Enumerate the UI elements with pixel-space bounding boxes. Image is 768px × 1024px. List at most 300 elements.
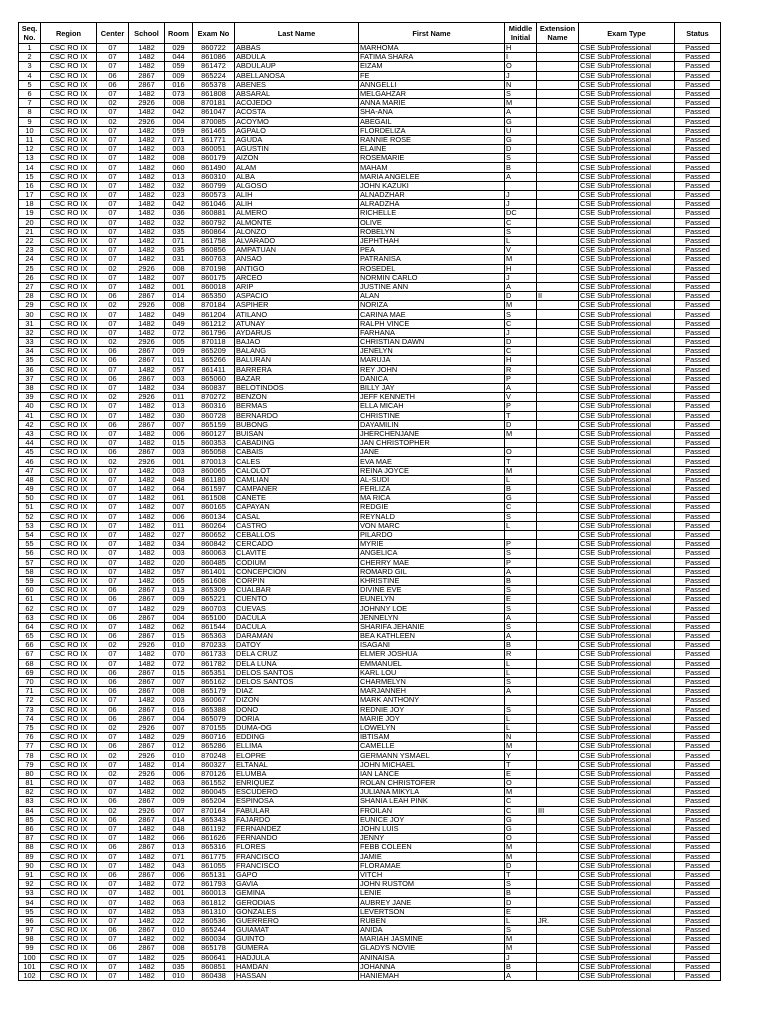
first-name-cell: REY JOHN bbox=[359, 365, 505, 374]
room-cell: 007 bbox=[165, 806, 193, 815]
first-name-cell: NORMIN CARLO bbox=[359, 273, 505, 282]
status-cell: Passed bbox=[675, 393, 721, 402]
first-name-cell: EMMANUEL bbox=[359, 659, 505, 668]
school-cell: 1482 bbox=[129, 530, 165, 539]
room-cell: 027 bbox=[165, 530, 193, 539]
first-name-cell: MARIA ANGELEE bbox=[359, 172, 505, 181]
region-cell: CSC RO IX bbox=[41, 71, 97, 80]
last-name-cell: BALANG bbox=[235, 347, 359, 356]
middle-initial-cell: J bbox=[505, 953, 537, 962]
first-name-cell: ROMARD GIL bbox=[359, 567, 505, 576]
school-cell: 2867 bbox=[129, 292, 165, 301]
region-cell: CSC RO IX bbox=[41, 632, 97, 641]
status-cell: Passed bbox=[675, 117, 721, 126]
last-name-cell: DARAMAN bbox=[235, 632, 359, 641]
last-name-cell: GUIAMAT bbox=[235, 926, 359, 935]
seq-cell: 80 bbox=[19, 769, 41, 778]
extension-name-cell bbox=[537, 218, 579, 227]
room-cell: 013 bbox=[165, 172, 193, 181]
last-name-cell: ALMONTE bbox=[235, 218, 359, 227]
extension-name-cell bbox=[537, 613, 579, 622]
last-name-cell: ASPACIO bbox=[235, 292, 359, 301]
middle-initial-cell: S bbox=[505, 310, 537, 319]
status-cell: Passed bbox=[675, 898, 721, 907]
status-cell: Passed bbox=[675, 145, 721, 154]
extension-name-cell bbox=[537, 687, 579, 696]
exam-no-cell: 860051 bbox=[193, 145, 235, 154]
middle-initial-cell: C bbox=[505, 797, 537, 806]
exam-type-cell: CSE SubProfessional bbox=[579, 181, 675, 190]
table-row bbox=[19, 108, 721, 117]
region-cell: CSC RO IX bbox=[41, 393, 97, 402]
region-cell: CSC RO IX bbox=[41, 154, 97, 163]
last-name-cell: DIAZ bbox=[235, 687, 359, 696]
seq-cell: 26 bbox=[19, 273, 41, 282]
region-cell: CSC RO IX bbox=[41, 742, 97, 751]
last-name-cell: ANTIGO bbox=[235, 264, 359, 273]
extension-name-cell bbox=[537, 705, 579, 714]
middle-initial-cell: J bbox=[505, 191, 537, 200]
school-cell: 1482 bbox=[129, 383, 165, 392]
last-name-cell: DELA LUNA bbox=[235, 659, 359, 668]
status-cell: Passed bbox=[675, 650, 721, 659]
center-cell: 07 bbox=[97, 494, 129, 503]
room-cell: 013 bbox=[165, 843, 193, 852]
seq-cell: 51 bbox=[19, 503, 41, 512]
school-cell: 2926 bbox=[129, 641, 165, 650]
exam-no-cell: 861086 bbox=[193, 53, 235, 62]
room-cell: 012 bbox=[165, 742, 193, 751]
extension-name-cell bbox=[537, 135, 579, 144]
last-name-cell: GUMERA bbox=[235, 944, 359, 953]
seq-cell: 48 bbox=[19, 475, 41, 484]
last-name-cell: BUBONG bbox=[235, 420, 359, 429]
middle-initial-cell: T bbox=[505, 870, 537, 879]
school-cell: 2926 bbox=[129, 769, 165, 778]
exam-type-cell: CSE SubProfessional bbox=[579, 89, 675, 98]
school-cell: 1482 bbox=[129, 227, 165, 236]
last-name-cell: ANSAO bbox=[235, 255, 359, 264]
school-cell: 1482 bbox=[129, 310, 165, 319]
seq-cell: 40 bbox=[19, 402, 41, 411]
last-name-cell: FAJARDO bbox=[235, 815, 359, 824]
center-cell: 07 bbox=[97, 319, 129, 328]
extension-name-cell bbox=[537, 641, 579, 650]
center-cell: 02 bbox=[97, 117, 129, 126]
table-row bbox=[19, 751, 721, 760]
center-cell: 07 bbox=[97, 126, 129, 135]
table-row bbox=[19, 944, 721, 953]
exam-type-cell: CSE SubProfessional bbox=[579, 668, 675, 677]
region-cell: CSC RO IX bbox=[41, 347, 97, 356]
last-name-cell: BERMAS bbox=[235, 402, 359, 411]
first-name-cell: JEFF KENNETH bbox=[359, 393, 505, 402]
first-name-cell: BILLY JAY bbox=[359, 383, 505, 392]
region-cell: CSC RO IX bbox=[41, 760, 97, 769]
room-cell: 053 bbox=[165, 907, 193, 916]
room-cell: 006 bbox=[165, 429, 193, 438]
first-name-cell: REDNIE JOY bbox=[359, 705, 505, 714]
first-name-cell: BEA KATHLEEN bbox=[359, 632, 505, 641]
exam-type-cell: CSE SubProfessional bbox=[579, 301, 675, 310]
exam-type-cell: CSE SubProfessional bbox=[579, 448, 675, 457]
school-cell: 1482 bbox=[129, 475, 165, 484]
exam-no-cell: 860067 bbox=[193, 696, 235, 705]
seq-cell: 99 bbox=[19, 944, 41, 953]
region-cell: CSC RO IX bbox=[41, 80, 97, 89]
exam-type-cell: CSE SubProfessional bbox=[579, 549, 675, 558]
room-cell: 044 bbox=[165, 53, 193, 62]
seq-cell: 20 bbox=[19, 218, 41, 227]
extension-name-cell bbox=[537, 944, 579, 953]
extension-name-cell bbox=[537, 558, 579, 567]
middle-initial-cell: G bbox=[505, 824, 537, 833]
seq-cell: 94 bbox=[19, 898, 41, 907]
status-cell: Passed bbox=[675, 512, 721, 521]
status-cell: Passed bbox=[675, 540, 721, 549]
exam-type-cell: CSE SubProfessional bbox=[579, 126, 675, 135]
school-cell: 1482 bbox=[129, 218, 165, 227]
center-cell: 06 bbox=[97, 668, 129, 677]
table-row bbox=[19, 99, 721, 108]
center-cell: 07 bbox=[97, 209, 129, 218]
first-name-cell: ALRADZHA bbox=[359, 200, 505, 209]
middle-initial-cell: T bbox=[505, 411, 537, 420]
last-name-cell: CABADING bbox=[235, 439, 359, 448]
extension-name-cell bbox=[537, 439, 579, 448]
seq-cell: 74 bbox=[19, 714, 41, 723]
school-cell: 2926 bbox=[129, 393, 165, 402]
exam-type-cell: CSE SubProfessional bbox=[579, 760, 675, 769]
status-cell: Passed bbox=[675, 328, 721, 337]
room-cell: 007 bbox=[165, 273, 193, 282]
center-cell: 06 bbox=[97, 870, 129, 879]
room-cell: 029 bbox=[165, 44, 193, 53]
seq-cell: 66 bbox=[19, 641, 41, 650]
last-name-cell: DELOS SANTOS bbox=[235, 677, 359, 686]
center-cell: 06 bbox=[97, 586, 129, 595]
table-row bbox=[19, 62, 721, 71]
room-cell: 010 bbox=[165, 751, 193, 760]
status-cell: Passed bbox=[675, 383, 721, 392]
exam-type-cell: CSE SubProfessional bbox=[579, 365, 675, 374]
middle-initial-cell: C bbox=[505, 347, 537, 356]
exam-no-cell: 870126 bbox=[193, 769, 235, 778]
extension-name-cell bbox=[537, 907, 579, 916]
room-cell: 008 bbox=[165, 944, 193, 953]
center-cell: 07 bbox=[97, 971, 129, 980]
exam-type-cell: CSE SubProfessional bbox=[579, 907, 675, 916]
exam-no-cell: 860703 bbox=[193, 604, 235, 613]
room-cell: 004 bbox=[165, 117, 193, 126]
seq-cell: 100 bbox=[19, 953, 41, 962]
region-cell: CSC RO IX bbox=[41, 218, 97, 227]
room-cell: 003 bbox=[165, 145, 193, 154]
exam-no-cell: 861812 bbox=[193, 898, 235, 907]
first-name-cell: PATRANISA bbox=[359, 255, 505, 264]
room-cell: 015 bbox=[165, 668, 193, 677]
room-cell: 022 bbox=[165, 916, 193, 925]
seq-cell: 50 bbox=[19, 494, 41, 503]
exam-no-cell: 865224 bbox=[193, 71, 235, 80]
room-cell: 008 bbox=[165, 264, 193, 273]
last-name-cell: ALVARADO bbox=[235, 236, 359, 245]
table-row bbox=[19, 742, 721, 751]
status-cell: Passed bbox=[675, 889, 721, 898]
middle-initial-cell: M bbox=[505, 429, 537, 438]
center-cell: 07 bbox=[97, 512, 129, 521]
school-cell: 2867 bbox=[129, 742, 165, 751]
last-name-cell: BUISAN bbox=[235, 429, 359, 438]
extension-name-cell bbox=[537, 696, 579, 705]
last-name-cell: ALIH bbox=[235, 200, 359, 209]
exam-type-cell: CSE SubProfessional bbox=[579, 475, 675, 484]
first-name-cell: MYRIE bbox=[359, 540, 505, 549]
extension-name-cell bbox=[537, 971, 579, 980]
seq-cell: 19 bbox=[19, 209, 41, 218]
region-cell: CSC RO IX bbox=[41, 439, 97, 448]
extension-name-cell bbox=[537, 44, 579, 53]
extension-name-cell bbox=[537, 512, 579, 521]
status-cell: Passed bbox=[675, 723, 721, 732]
last-name-cell: FRANCISCO bbox=[235, 852, 359, 861]
seq-cell: 55 bbox=[19, 540, 41, 549]
last-name-cell: ELUMBA bbox=[235, 769, 359, 778]
table-row bbox=[19, 926, 721, 935]
school-cell: 2867 bbox=[129, 71, 165, 80]
status-cell: Passed bbox=[675, 154, 721, 163]
table-row bbox=[19, 255, 721, 264]
room-cell: 072 bbox=[165, 659, 193, 668]
center-cell: 07 bbox=[97, 576, 129, 585]
status-cell: Passed bbox=[675, 411, 721, 420]
center-cell: 06 bbox=[97, 944, 129, 953]
room-cell: 066 bbox=[165, 834, 193, 843]
region-cell: CSC RO IX bbox=[41, 567, 97, 576]
extension-name-cell bbox=[537, 53, 579, 62]
exam-type-cell: CSE SubProfessional bbox=[579, 962, 675, 971]
results-table bbox=[18, 22, 721, 981]
table-row bbox=[19, 457, 721, 466]
table-row bbox=[19, 365, 721, 374]
middle-initial-cell: R bbox=[505, 650, 537, 659]
region-cell: CSC RO IX bbox=[41, 236, 97, 245]
seq-cell: 58 bbox=[19, 567, 41, 576]
exam-no-cell: 865179 bbox=[193, 687, 235, 696]
center-cell: 07 bbox=[97, 788, 129, 797]
extension-name-cell bbox=[537, 89, 579, 98]
room-cell: 073 bbox=[165, 89, 193, 98]
table-row bbox=[19, 383, 721, 392]
first-name-cell: ANIDA bbox=[359, 926, 505, 935]
school-cell: 2926 bbox=[129, 117, 165, 126]
first-name-cell: JOHNNY LOE bbox=[359, 604, 505, 613]
last-name-cell: HASSAN bbox=[235, 971, 359, 980]
room-cell: 013 bbox=[165, 402, 193, 411]
status-cell: Passed bbox=[675, 485, 721, 494]
school-cell: 2867 bbox=[129, 420, 165, 429]
center-cell: 07 bbox=[97, 760, 129, 769]
extension-name-cell bbox=[537, 659, 579, 668]
middle-initial-cell: C bbox=[505, 806, 537, 815]
exam-no-cell: 861796 bbox=[193, 328, 235, 337]
status-cell: Passed bbox=[675, 172, 721, 181]
extension-name-cell bbox=[537, 448, 579, 457]
exam-type-cell: CSE SubProfessional bbox=[579, 154, 675, 163]
seq-cell: 83 bbox=[19, 797, 41, 806]
exam-no-cell: 870155 bbox=[193, 723, 235, 732]
exam-no-cell: 861490 bbox=[193, 163, 235, 172]
first-name-cell: FATIMA SHARA bbox=[359, 53, 505, 62]
exam-no-cell: 865286 bbox=[193, 742, 235, 751]
seq-cell: 35 bbox=[19, 356, 41, 365]
region-cell: CSC RO IX bbox=[41, 889, 97, 898]
last-name-cell: CODIUM bbox=[235, 558, 359, 567]
seq-cell: 38 bbox=[19, 383, 41, 392]
exam-no-cell: 865309 bbox=[193, 586, 235, 595]
table-row bbox=[19, 475, 721, 484]
exam-no-cell: 861180 bbox=[193, 475, 235, 484]
seq-cell: 29 bbox=[19, 301, 41, 310]
middle-initial-cell: M bbox=[505, 255, 537, 264]
school-cell: 1482 bbox=[129, 962, 165, 971]
status-cell: Passed bbox=[675, 558, 721, 567]
extension-name-cell bbox=[537, 880, 579, 889]
exam-type-cell: CSE SubProfessional bbox=[579, 429, 675, 438]
middle-initial-cell: V bbox=[505, 393, 537, 402]
center-cell: 07 bbox=[97, 227, 129, 236]
center-cell: 06 bbox=[97, 420, 129, 429]
status-cell: Passed bbox=[675, 338, 721, 347]
middle-initial-cell: S bbox=[505, 677, 537, 686]
room-cell: 065 bbox=[165, 576, 193, 585]
region-cell: CSC RO IX bbox=[41, 530, 97, 539]
extension-name-cell bbox=[537, 80, 579, 89]
middle-initial-cell: Y bbox=[505, 751, 537, 760]
exam-type-cell: CSE SubProfessional bbox=[579, 191, 675, 200]
region-cell: CSC RO IX bbox=[41, 429, 97, 438]
room-cell: 071 bbox=[165, 135, 193, 144]
school-cell: 2867 bbox=[129, 705, 165, 714]
table-row bbox=[19, 126, 721, 135]
first-name-cell: MA RICA bbox=[359, 494, 505, 503]
last-name-cell: DORIA bbox=[235, 714, 359, 723]
exam-no-cell: 865316 bbox=[193, 843, 235, 852]
exam-no-cell: 861775 bbox=[193, 852, 235, 861]
status-cell: Passed bbox=[675, 282, 721, 291]
seq-cell: 81 bbox=[19, 779, 41, 788]
first-name-cell: JENNY bbox=[359, 834, 505, 843]
status-cell: Passed bbox=[675, 659, 721, 668]
table-row bbox=[19, 723, 721, 732]
school-cell: 1482 bbox=[129, 567, 165, 576]
extension-name-cell bbox=[537, 411, 579, 420]
extension-name-cell bbox=[537, 347, 579, 356]
first-name-cell: MELGAHZAR bbox=[359, 89, 505, 98]
extension-name-cell bbox=[537, 540, 579, 549]
seq-cell: 15 bbox=[19, 172, 41, 181]
center-cell: 07 bbox=[97, 154, 129, 163]
last-name-cell: GAVIA bbox=[235, 880, 359, 889]
room-cell: 059 bbox=[165, 62, 193, 71]
exam-no-cell: 870013 bbox=[193, 457, 235, 466]
school-cell: 2867 bbox=[129, 448, 165, 457]
middle-initial-cell: L bbox=[505, 714, 537, 723]
extension-name-cell bbox=[537, 714, 579, 723]
last-name-cell: DELA CRUZ bbox=[235, 650, 359, 659]
table-row bbox=[19, 788, 721, 797]
exam-no-cell: 865221 bbox=[193, 595, 235, 604]
school-cell: 2867 bbox=[129, 944, 165, 953]
table-row bbox=[19, 530, 721, 539]
room-cell: 061 bbox=[165, 494, 193, 503]
region-cell: CSC RO IX bbox=[41, 200, 97, 209]
room-cell: 003 bbox=[165, 466, 193, 475]
table-row bbox=[19, 44, 721, 53]
region-cell: CSC RO IX bbox=[41, 604, 97, 613]
region-cell: CSC RO IX bbox=[41, 586, 97, 595]
middle-initial-cell: O bbox=[505, 834, 537, 843]
center-cell: 07 bbox=[97, 604, 129, 613]
last-name-cell: GUINTO bbox=[235, 935, 359, 944]
seq-cell: 54 bbox=[19, 530, 41, 539]
seq-cell: 36 bbox=[19, 365, 41, 374]
exam-type-cell: CSE SubProfessional bbox=[579, 420, 675, 429]
room-cell: 014 bbox=[165, 760, 193, 769]
exam-type-cell: CSE SubProfessional bbox=[579, 622, 675, 631]
exam-no-cell: 860856 bbox=[193, 246, 235, 255]
middle-initial-cell: S bbox=[505, 549, 537, 558]
exam-type-cell: CSE SubProfessional bbox=[579, 779, 675, 788]
last-name-cell: HADJULA bbox=[235, 953, 359, 962]
status-cell: Passed bbox=[675, 935, 721, 944]
table-row bbox=[19, 586, 721, 595]
extension-name-cell bbox=[537, 356, 579, 365]
extension-name-cell bbox=[537, 154, 579, 163]
last-name-cell: BALURAN bbox=[235, 356, 359, 365]
exam-type-cell: CSE SubProfessional bbox=[579, 117, 675, 126]
table-row bbox=[19, 714, 721, 723]
middle-initial-cell: H bbox=[505, 44, 537, 53]
exam-type-cell: CSE SubProfessional bbox=[579, 971, 675, 980]
table-row bbox=[19, 604, 721, 613]
middle-initial-cell: B bbox=[505, 485, 537, 494]
table-row bbox=[19, 779, 721, 788]
status-cell: Passed bbox=[675, 273, 721, 282]
table-row bbox=[19, 650, 721, 659]
extension-name-cell bbox=[537, 485, 579, 494]
status-cell: Passed bbox=[675, 80, 721, 89]
exam-no-cell: 860018 bbox=[193, 282, 235, 291]
middle-initial-cell: D bbox=[505, 145, 537, 154]
room-cell: 001 bbox=[165, 457, 193, 466]
exam-no-cell: 860175 bbox=[193, 273, 235, 282]
table-row bbox=[19, 466, 721, 475]
school-cell: 1482 bbox=[129, 466, 165, 475]
region-cell: CSC RO IX bbox=[41, 687, 97, 696]
school-cell: 1482 bbox=[129, 365, 165, 374]
room-cell: 071 bbox=[165, 852, 193, 861]
room-cell: 049 bbox=[165, 319, 193, 328]
extension-name-cell bbox=[537, 209, 579, 218]
center-cell: 07 bbox=[97, 558, 129, 567]
seq-cell: 96 bbox=[19, 916, 41, 925]
middle-initial-cell: I bbox=[505, 53, 537, 62]
region-cell: CSC RO IX bbox=[41, 659, 97, 668]
seq-cell: 53 bbox=[19, 521, 41, 530]
center-cell: 07 bbox=[97, 310, 129, 319]
region-cell: CSC RO IX bbox=[41, 944, 97, 953]
